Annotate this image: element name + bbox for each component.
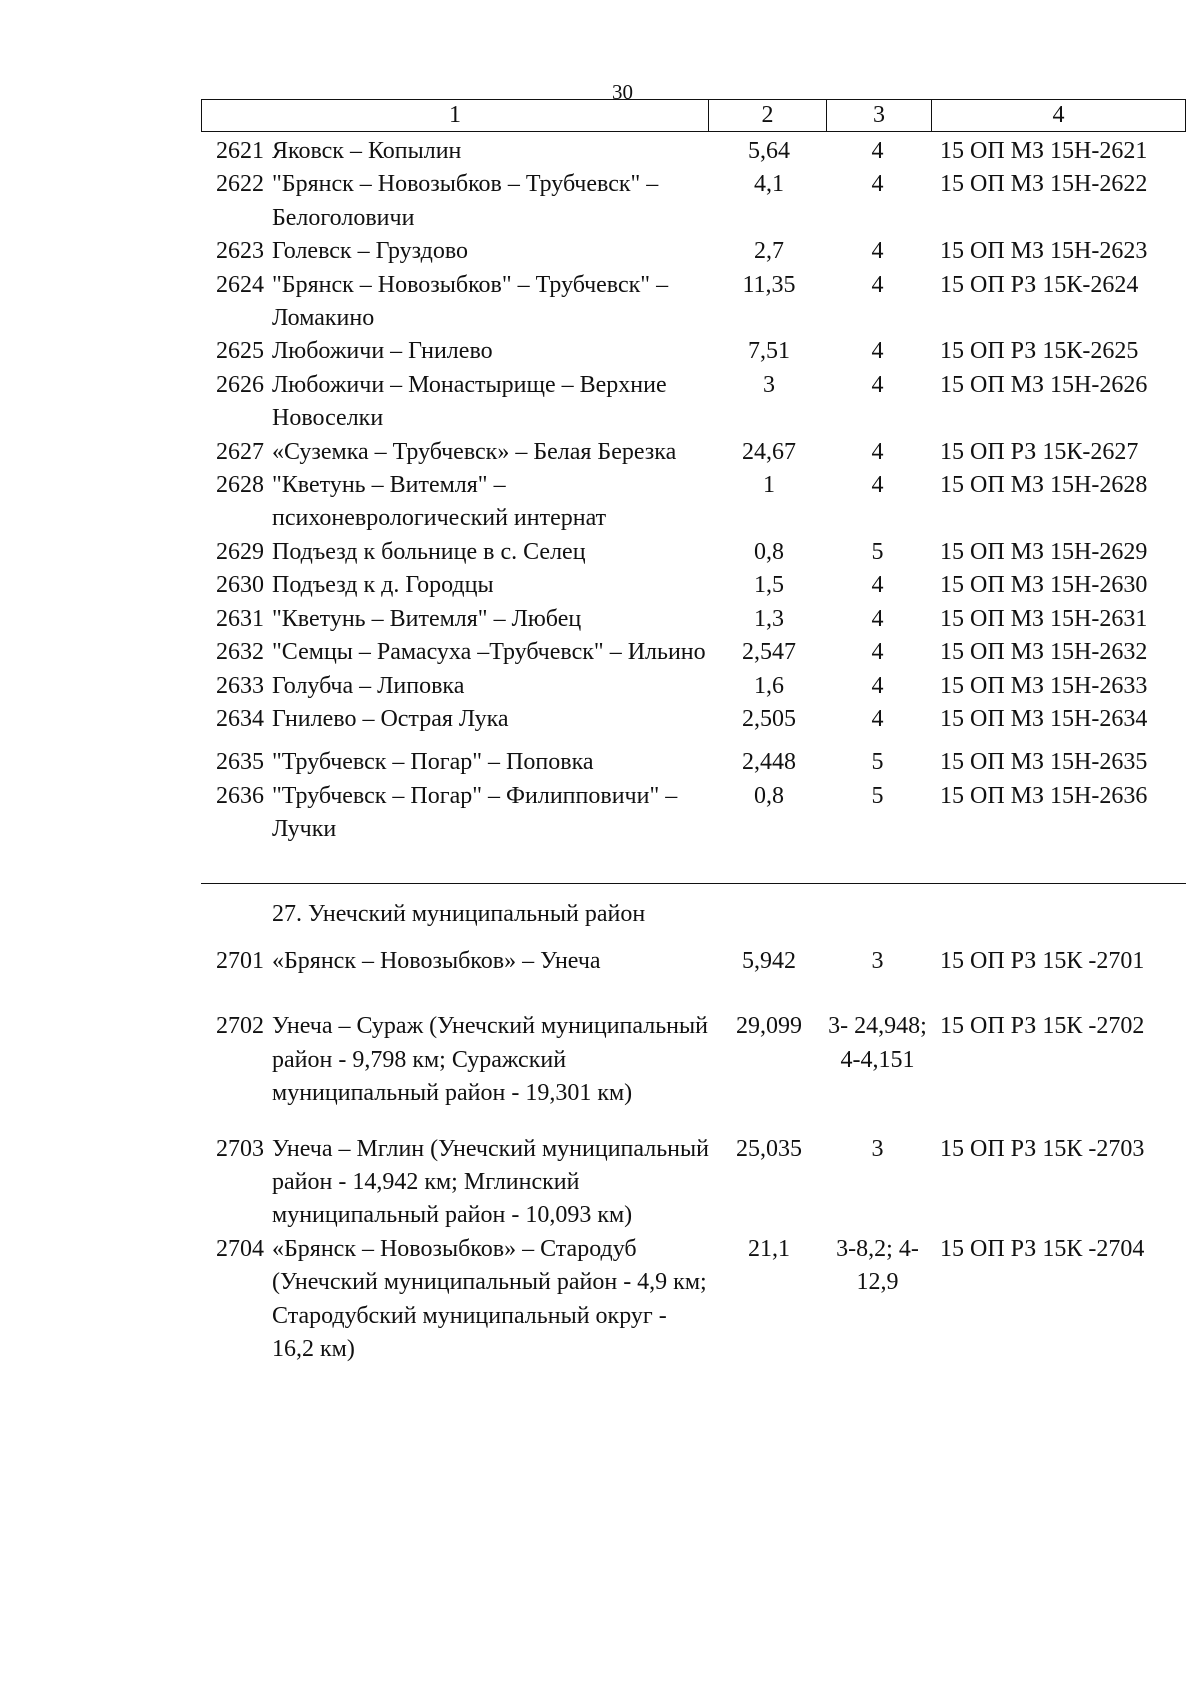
road-code: 15 ОП РЗ 15К -2703 (940, 1135, 1145, 1162)
table-row (201, 636, 1186, 669)
road-number: 2626 (216, 371, 264, 398)
road-code: 15 ОП МЗ 15Н-2633 (940, 672, 1148, 699)
table-header (201, 99, 1186, 132)
road-length: 0,8 (754, 782, 784, 809)
table-row (201, 168, 1186, 235)
road-code: 15 ОП МЗ 15Н-2628 (940, 472, 1148, 499)
road-category: 3 (871, 947, 884, 974)
table-row (201, 780, 1186, 847)
road-code: 15 ОП МЗ 15Н-2636 (940, 782, 1148, 809)
road-length: 25,035 (736, 1135, 802, 1162)
road-category: 4 (871, 472, 884, 499)
road-number: 2630 (216, 572, 264, 599)
road-name: Подъезд к д. Городцы (272, 572, 494, 599)
table-row (201, 469, 1186, 536)
road-number: 2701 (216, 947, 264, 974)
road-code: 15 ОП МЗ 15Н-2634 (940, 705, 1148, 732)
road-name: Подъезд к больнице в с. Селец (272, 538, 586, 565)
road-category: 4 (871, 171, 884, 198)
row-group (201, 135, 1186, 736)
road-code: 15 ОП РЗ 15К-2624 (940, 271, 1139, 298)
road-code: 15 ОП РЗ 15К -2702 (940, 1013, 1145, 1040)
table-row (201, 269, 1186, 336)
road-code: 15 ОП МЗ 15Н-2632 (940, 639, 1148, 666)
table-row (201, 569, 1186, 602)
road-code: 15 ОП РЗ 15К-2627 (940, 438, 1139, 465)
road-name: Унеча – Мглин (Унечский муниципальный район - 14,942 км; Мглинский муниципальный район - 10,093 км) (272, 1135, 709, 1229)
road-code: 15 ОП МЗ 15Н-2629 (940, 538, 1148, 565)
road-category: 3 (871, 1135, 884, 1162)
row-group (201, 1010, 1186, 1110)
table-row (201, 369, 1186, 436)
road-number: 2622 (216, 171, 264, 198)
table-row (201, 235, 1186, 268)
road-name: "Брянск – Новозыбков – Трубчевск" – Белоголовичи (272, 171, 659, 231)
road-category: 4 (871, 371, 884, 398)
road-number: 2624 (216, 271, 264, 298)
road-code: 15 ОП РЗ 15К -2701 (940, 947, 1145, 974)
section-divider (201, 883, 1186, 884)
road-name: "Кветунь – Витемля" – Любец (272, 605, 582, 632)
road-category: 4 (871, 572, 884, 599)
road-name: «Брянск – Новозыбков» – Стародуб (Унечский муниципальный район - 4,9 км; Стародубский муниципальный округ - 16,2 км) (272, 1235, 707, 1362)
road-length: 29,099 (736, 1013, 802, 1040)
table-row (201, 670, 1186, 703)
table-row (201, 703, 1186, 736)
road-number: 2635 (216, 749, 264, 776)
road-number: 2702 (216, 1013, 264, 1040)
road-number: 2627 (216, 438, 264, 465)
road-length: 5,64 (748, 138, 790, 164)
road-name: "Семцы – Рамасуха –Трубчевск" – Ильино (272, 639, 706, 666)
header-col-3: 3 (826, 100, 931, 131)
table-row (201, 746, 1186, 779)
page-number: 30 (612, 80, 633, 104)
road-code: 15 ОП МЗ 15Н-2635 (940, 749, 1148, 776)
road-category: 5 (871, 782, 884, 809)
road-name: "Трубчевск – Погар" – Поповка (272, 749, 594, 776)
road-number: 2621 (216, 138, 264, 164)
road-length: 7,51 (748, 338, 790, 365)
road-category: 5 (871, 749, 884, 776)
road-number: 2631 (216, 605, 264, 632)
table-row (201, 603, 1186, 636)
road-length: 11,35 (742, 271, 796, 298)
row-group (201, 945, 1186, 978)
road-category: 4 (871, 639, 884, 666)
table-row (201, 1133, 1186, 1233)
road-length: 24,67 (742, 438, 796, 465)
road-code: 15 ОП МЗ 15Н-2623 (940, 238, 1148, 265)
road-name: "Кветунь – Витемля" – психоневрологический интернат (272, 472, 607, 532)
road-number: 2623 (216, 238, 264, 265)
road-length: 1,5 (754, 572, 784, 599)
road-category: 4 (871, 138, 884, 164)
road-name: Любожичи – Монастырище – Верхние Новоселки (272, 371, 667, 432)
header-col-2: 2 (708, 100, 826, 131)
road-number: 2633 (216, 672, 264, 699)
header-col-1: 1 (449, 102, 461, 128)
road-length: 2,448 (742, 749, 796, 776)
road-category: 4 (871, 605, 884, 632)
road-length: 1,3 (754, 605, 784, 632)
table-body (201, 135, 1186, 1366)
road-category: 4 (871, 672, 884, 699)
road-length: 2,547 (742, 639, 796, 666)
road-category: 4 (871, 238, 884, 265)
road-name: Яковск – Копылин (272, 138, 462, 164)
road-length: 21,1 (748, 1235, 790, 1262)
road-name: Гнилево – Острая Лука (272, 705, 509, 732)
road-number: 2629 (216, 538, 264, 565)
road-length: 1 (763, 472, 775, 499)
table-row (201, 1010, 1186, 1110)
road-length: 0,8 (754, 538, 784, 565)
table-row (201, 945, 1186, 978)
road-code: 15 ОП РЗ 15К-2625 (940, 338, 1139, 365)
road-category: 4 (871, 271, 884, 298)
road-length: 3 (763, 371, 775, 398)
road-category: 4 (871, 705, 884, 732)
section-title: 27. Унечский муниципальный район (272, 900, 646, 927)
road-code: 15 ОП МЗ 15Н-2622 (940, 171, 1148, 198)
road-number: 2636 (216, 782, 264, 809)
road-length: 1,6 (754, 672, 784, 699)
road-code: 15 ОП МЗ 15Н-2631 (940, 605, 1148, 632)
row-group (201, 1133, 1186, 1367)
road-category: 4 (871, 438, 884, 465)
row-group (201, 746, 1186, 846)
road-number: 2634 (216, 705, 264, 732)
road-length: 4,1 (754, 171, 784, 198)
road-length: 5,942 (742, 947, 796, 974)
header-col-4: 4 (931, 100, 1185, 131)
road-name: "Брянск – Новозыбков" – Трубчевск" – Ломакино (272, 271, 669, 332)
road-code: 15 ОП МЗ 15Н-2630 (940, 572, 1148, 599)
road-code: 15 ОП МЗ 15Н-2626 (940, 371, 1148, 398)
road-code: 15 ОП МЗ 15Н-2621 (940, 138, 1148, 164)
road-length: 2,505 (742, 705, 796, 732)
road-name: Голубча – Липовка (272, 672, 465, 699)
road-number: 2704 (216, 1235, 264, 1262)
road-number: 2632 (216, 639, 264, 666)
table-row (201, 1233, 1186, 1367)
table-row (201, 536, 1186, 569)
road-category: 5 (871, 538, 884, 565)
road-number: 2628 (216, 472, 264, 499)
road-code: 15 ОП РЗ 15К -2704 (940, 1235, 1145, 1262)
table-row (201, 436, 1186, 469)
road-length: 2,7 (754, 238, 784, 265)
table-row (201, 335, 1186, 368)
road-name: Унеча – Сураж (Унечский муниципальный район - 9,798 км; Суражский муниципальный район - 19,301 км) (272, 1013, 708, 1107)
road-name: «Брянск – Новозыбков» – Унеча (272, 947, 601, 974)
road-category: 4 (871, 338, 884, 365)
road-category: 3- 24,948; 4-4,151 (828, 1013, 927, 1073)
table-row (201, 135, 1186, 168)
road-name: "Трубчевск – Погар" – Филипповичи" – Лучки (272, 782, 678, 843)
road-name: «Суземка – Трубчевск» – Белая Березка (272, 438, 677, 465)
road-category: 3-8,2; 4-12,9 (836, 1235, 919, 1296)
road-name: Голевск – Груздово (272, 238, 469, 265)
road-name: Любожичи – Гнилево (272, 338, 493, 365)
road-number: 2625 (216, 338, 264, 365)
road-number: 2703 (216, 1135, 264, 1162)
